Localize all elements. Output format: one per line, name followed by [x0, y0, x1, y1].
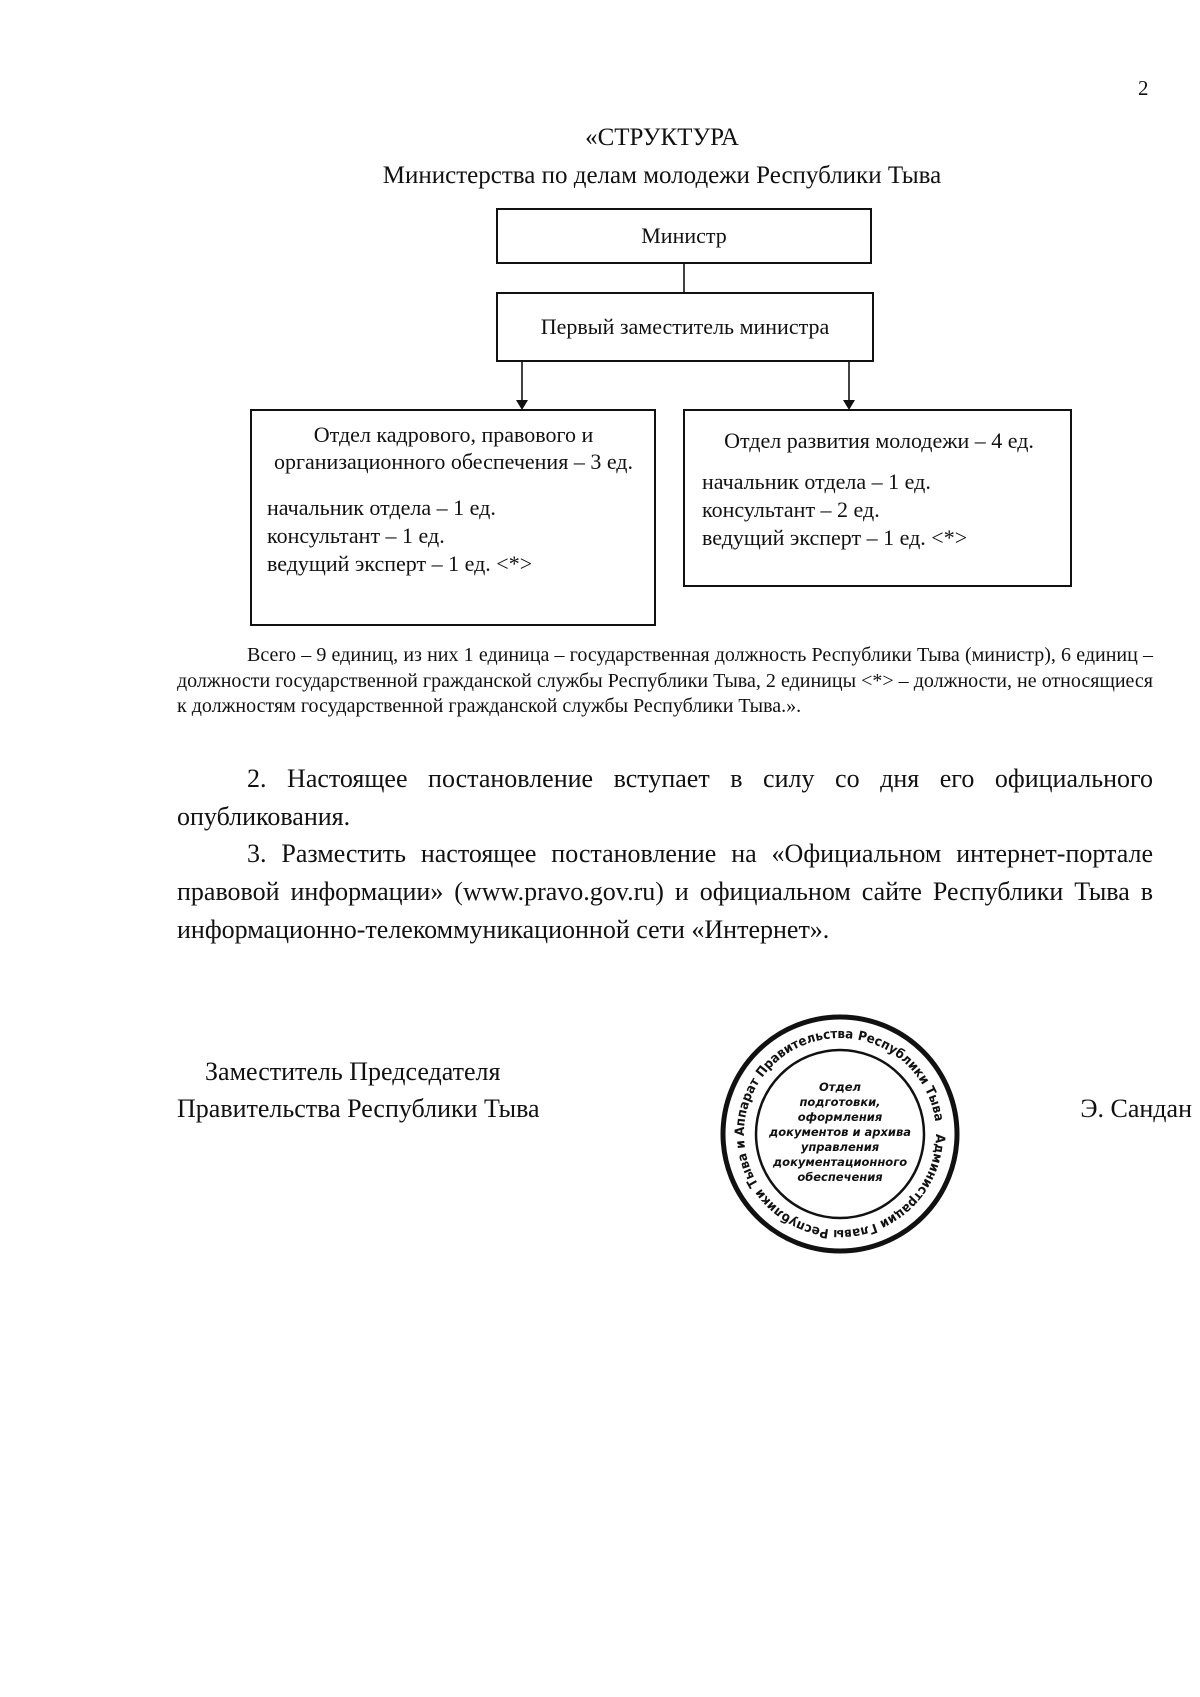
dept-hr-box — [250, 409, 656, 626]
minister-box — [496, 208, 872, 264]
official-stamp — [719, 1013, 961, 1255]
stamp-center-line-7: обеспечения — [797, 1170, 883, 1184]
staff-total-note: Всего – 9 единиц, из них 1 единица – государственная должность Республики Тыва (министр), 6 единиц – должности государственной гражданской службы Республики Тыва, 2 единицы <*> – должности, не относящиеся к должностям государственной гражданской службы Республики Тыва.». — [177, 644, 1153, 717]
dept-youth-title: Отдел развития молодежи – 4 ед. — [724, 428, 1034, 453]
stamp-center-line-3: оформления — [797, 1110, 883, 1124]
stamp-center-line-2: подготовки, — [799, 1095, 881, 1109]
stamp-center-line-6: документационного — [772, 1155, 908, 1169]
paragraph-2: 2. Настоящее постановление вступает в силу со дня его официального опубликования. — [177, 764, 1153, 831]
signer-position — [177, 1053, 677, 1127]
dept-hr-staff-consultant: консультант – 1 ед. — [267, 523, 445, 548]
dept-hr-title: Отдел кадрового, правового и организационного обеспечения – 3 ед. — [274, 422, 633, 474]
stamp-center-line-4: документов и архива — [768, 1125, 912, 1139]
dept-youth-staff-head: начальник отдела – 1 ед. — [702, 469, 931, 494]
paragraph-3: 3. Разместить настоящее постановление на «Официальном интернет-портале правовой информации» (www.pravo.gov.ru) и официальном сайте Республики Тыва в информационно-телекоммуникационной сети «Интернет». — [177, 839, 1153, 944]
dept-youth-staff-expert: ведущий эксперт – 1 ед. <*> — [702, 525, 968, 550]
page-number: 2 — [1138, 76, 1149, 100]
stamp-center-line-1: Отдел — [819, 1080, 861, 1094]
dept-youth-staff-consultant: консультант – 2 ед. — [702, 497, 880, 522]
stamp-center-line-5: управления — [800, 1140, 880, 1154]
first-deputy-label: Первый заместитель министра — [540, 314, 830, 339]
stamp-ring-text: Администрации Главы Республики Тыва и Аппарат Правительства Республики Тыва — [732, 1026, 948, 1242]
dept-hr-staff-head: начальник отдела – 1 ед. — [267, 495, 496, 520]
signer-position-line2: Правительства Республики Тыва — [177, 1094, 540, 1123]
dept-youth-box — [683, 409, 1072, 587]
dept-hr-staff-expert: ведущий эксперт – 1 ед. <*> — [267, 551, 533, 576]
signer-name: Э. Сандан — [1080, 1094, 1192, 1123]
structure-title: «СТРУКТУРА — [585, 124, 739, 151]
structure-subtitle: Министерства по делам молодежи Республики Тыва — [382, 162, 942, 189]
signer-position-line1: Заместитель Председателя — [205, 1057, 501, 1086]
first-deputy-box — [496, 292, 874, 362]
minister-label: Министр — [641, 223, 727, 248]
